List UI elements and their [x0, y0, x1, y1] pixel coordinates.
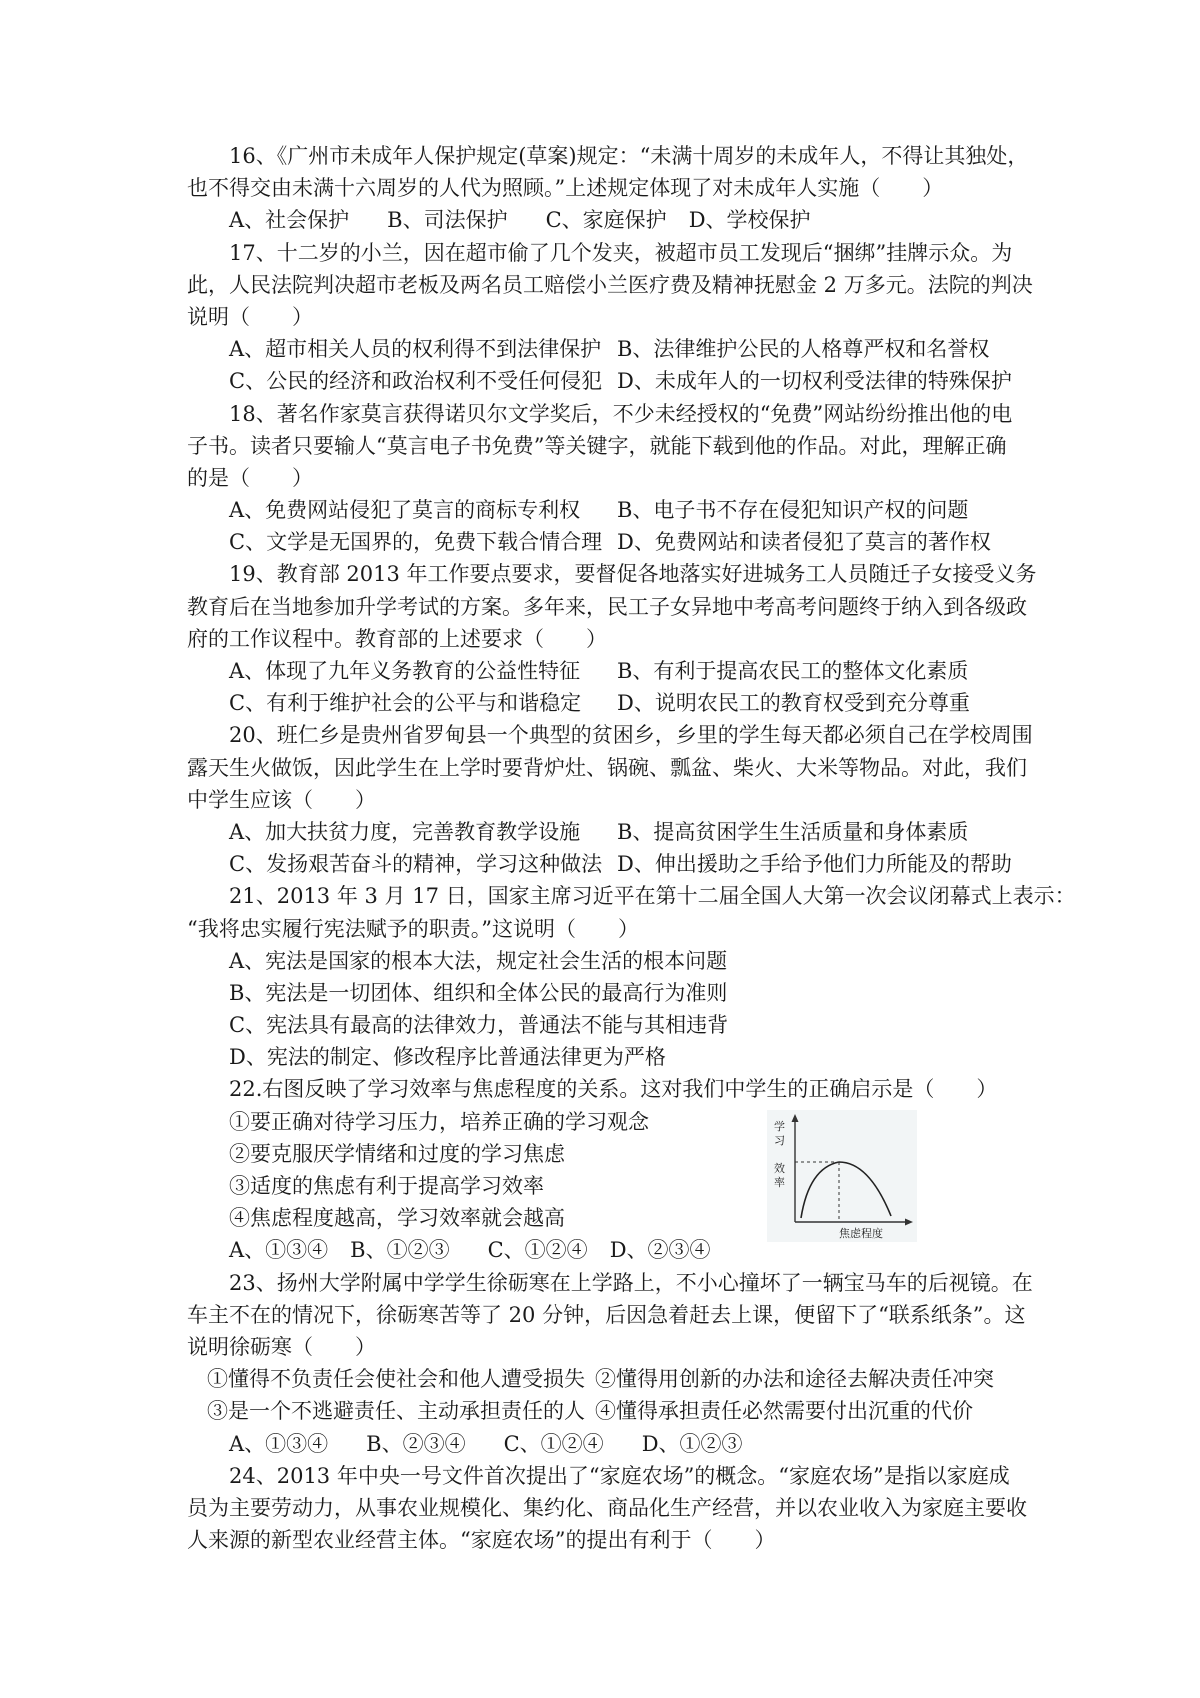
question-20-stem-end: 中学生应该（ ）	[187, 787, 376, 812]
y-label-char-2: 习	[774, 1134, 785, 1147]
q23-statement-3: ③是一个不逃避责任、主动承担责任的人	[207, 1399, 585, 1424]
question-17-stem-end: 说明（ ）	[187, 304, 313, 329]
question-17-options-cd	[187, 365, 1027, 397]
question-22-stem: 22.右图反映了学习效率与焦虑程度的关系。这对我们中学生的正确启示是（ ）	[229, 1077, 998, 1102]
question-16-stem-cont: 也不得交由未满十六周岁的人代为照顾。”上述规定体现了对未成年人实施（ ）	[187, 176, 944, 201]
question-17-stem-cont: 此，人民法院判决超市老板及两名员工赔偿小兰医疗费及精神抚慰金 2 万多元。法院的判决	[187, 272, 1033, 297]
question-16-stem: 16、《广州市未成年人保护规定(草案)规定：“未满十周岁的未成年人，不得让其独处，	[229, 144, 1029, 168]
q20-option-b: B、提高贫困学生生活质量和身体素质	[617, 819, 969, 844]
q17-option-b: B、法律维护公民的人格尊严权和名誉权	[617, 337, 990, 362]
exam-page	[187, 140, 1076, 1556]
y-label-char-4: 率	[774, 1176, 785, 1189]
question-20-stem-cont: 露天生火做饭，因此学生在上学时要背炉灶、锅碗、瓢盆、柴火、大米等物品。对此，我们	[187, 755, 1027, 780]
q19-option-b: B、有利于提高农民工的整体文化素质	[617, 659, 969, 683]
anxiety-efficiency-figure	[767, 1110, 917, 1242]
q23-statement-1: ①懂得不负责任会使社会和他人遭受损失	[207, 1367, 585, 1392]
question-20-options-ab	[187, 816, 1027, 848]
q23-option-a: A、①③④	[229, 1431, 329, 1456]
q20-option-c: C、发扬艰苦奋斗的精神，学习这种做法	[229, 852, 603, 877]
question-21-stem-cont: “我将忠实履行宪法赋予的职责。”这说明（ ）	[187, 916, 639, 941]
q16-option-c: C、家庭保护	[545, 208, 667, 233]
q20-option-d: D、伸出援助之手给予他们力所能及的帮助	[617, 852, 1012, 877]
q18-option-c: C、文学是无国界的，免费下载合情合理	[229, 530, 603, 555]
question-18-options-cd	[187, 526, 1027, 558]
q21-option-d: D、宪法的制定、修改程序比普通法律更为严格	[229, 1045, 666, 1070]
q16-option-d: D、学校保护	[688, 208, 811, 233]
q18-option-d: D、免费网站和读者侵犯了莫言的著作权	[617, 530, 991, 555]
q17-option-d: D、未成年人的一切权利受法律的特殊保护	[617, 369, 1012, 394]
q17-option-c: C、公民的经济和政治权利不受任何侵犯	[229, 369, 603, 394]
q16-option-a: A、社会保护	[229, 208, 350, 233]
q22-statement-4: ④焦虑程度越高，学习效率就会越高	[229, 1206, 565, 1231]
question-16-options	[187, 204, 1027, 236]
q22-option-b: B、①②③	[350, 1238, 450, 1263]
question-17-options-ab	[187, 333, 1027, 365]
q22-statement-1: ①要正确对待学习压力，培养正确的学习观念	[229, 1109, 649, 1134]
q23-option-c: C、①②④	[503, 1431, 604, 1456]
question-23-options	[187, 1428, 1027, 1460]
question-18-stem-end: 的是（ ）	[187, 465, 313, 490]
q18-option-a: A、免费网站侵犯了莫言的商标专利权	[229, 498, 581, 523]
q22-option-a: A、①③④	[229, 1238, 329, 1263]
q20-option-a: A、加大扶贫力度，完善教育教学设施	[229, 819, 581, 844]
question-19-options-cd	[187, 687, 1027, 719]
question-23-stem-cont: 车主不在的情况下，徐砺寒苦等了 20 分钟，后因急着赶去上课，便留下了“联系纸条”。这	[187, 1302, 1026, 1327]
q19-option-c: C、有利于维护社会的公平与和谐稳定	[229, 691, 582, 716]
q22-option-c: C、①②④	[487, 1238, 588, 1263]
q23-option-b: B、②③④	[366, 1431, 466, 1456]
question-21-stem: 21、2013 年 3 月 17 日，国家主席习近平在第十二届全国人大第一次会议闭幕式上表示：	[229, 884, 1076, 909]
q21-option-c: C、宪法具有最高的法律效力，普通法不能与其相违背	[229, 1013, 729, 1038]
y-label-char-1: 学	[774, 1120, 785, 1133]
q23-statement-4: ④懂得承担责任必然需要付出沉重的代价	[595, 1399, 973, 1424]
q22-option-d: D、②③④	[609, 1238, 711, 1263]
y-label-char-3: 效	[774, 1162, 785, 1175]
q22-statement-3: ③适度的焦虑有利于提高学习效率	[229, 1174, 544, 1198]
question-19-stem-end: 府的工作议程中。教育部的上述要求（ ）	[187, 626, 607, 651]
q18-option-b: B、电子书不存在侵犯知识产权的问题	[617, 498, 969, 523]
question-24-stem-cont: 员为主要劳动力，从事农业规模化、集约化、商品化生产经营，并以农业收入为家庭主要收	[187, 1495, 1027, 1520]
question-18-stem-cont: 子书。读者只要输人“莫言电子书免费”等关键字，就能下载到他的作品。对此，理解正确	[187, 433, 1007, 458]
question-19-stem: 19、教育部 2013 年工作要点要求，要督促各地落实好进城务工人员随迁子女接受义务	[229, 562, 1037, 587]
q16-option-b: B、司法保护	[387, 208, 508, 233]
q19-option-a: A、体现了九年义务教育的公益性特征	[229, 659, 581, 683]
question-24-stem: 24、2013 年中央一号文件首次提出了“家庭农场”的概念。“家庭农场”是指以家庭成	[229, 1463, 1010, 1488]
question-17-stem: 17、十二岁的小兰，因在超市偷了几个发夹，被超市员工发现后“捆绑”挂牌示众。为	[229, 240, 1013, 265]
q22-statement-2: ②要克服厌学情绪和过度的学习焦虑	[229, 1141, 565, 1166]
q21-option-a: A、宪法是国家的根本大法，规定社会生活的根本问题	[229, 948, 728, 973]
question-18-stem: 18、著名作家莫言获得诺贝尔文学奖后，不少未经授权的“免费”网站纷纷推出他的电	[229, 401, 1013, 426]
question-23-stem-end: 说明徐砺寒（ ）	[187, 1334, 376, 1359]
q19-option-d: D、说明农民工的教育权受到充分尊重	[617, 691, 970, 716]
question-23-stem: 23、扬州大学附属中学学生徐砺寒在上学路上，不小心撞坏了一辆宝马车的后视镜。在	[229, 1270, 1033, 1295]
question-19-stem-cont: 教育后在当地参加升学考试的方案。多年来，民工子女异地中考高考问题终于纳入到各级政	[187, 594, 1027, 619]
question-20-options-cd	[187, 848, 1027, 880]
question-20-stem: 20、班仁乡是贵州省罗甸县一个典型的贫困乡，乡里的学生每天都必须自己在学校周围	[229, 723, 1033, 748]
x-axis-label: 焦虑程度	[839, 1227, 883, 1240]
question-24-stem-end: 人来源的新型农业经营主体。“家庭农场”的提出有利于（ ）	[187, 1528, 776, 1553]
question-23-statements-12	[187, 1363, 1027, 1395]
q23-option-d: D、①②③	[641, 1431, 743, 1456]
q23-statement-2: ②懂得用创新的办法和途径去解决责任冲突	[595, 1367, 994, 1392]
q21-option-b: B、宪法是一切团体、组织和全体公民的最高行为准则	[229, 980, 728, 1005]
q17-option-a: A、超市相关人员的权利得不到法律保护	[229, 337, 602, 362]
question-19-options-ab	[187, 655, 1027, 687]
question-23-statements-34	[187, 1395, 1027, 1427]
question-18-options-ab	[187, 494, 1027, 526]
